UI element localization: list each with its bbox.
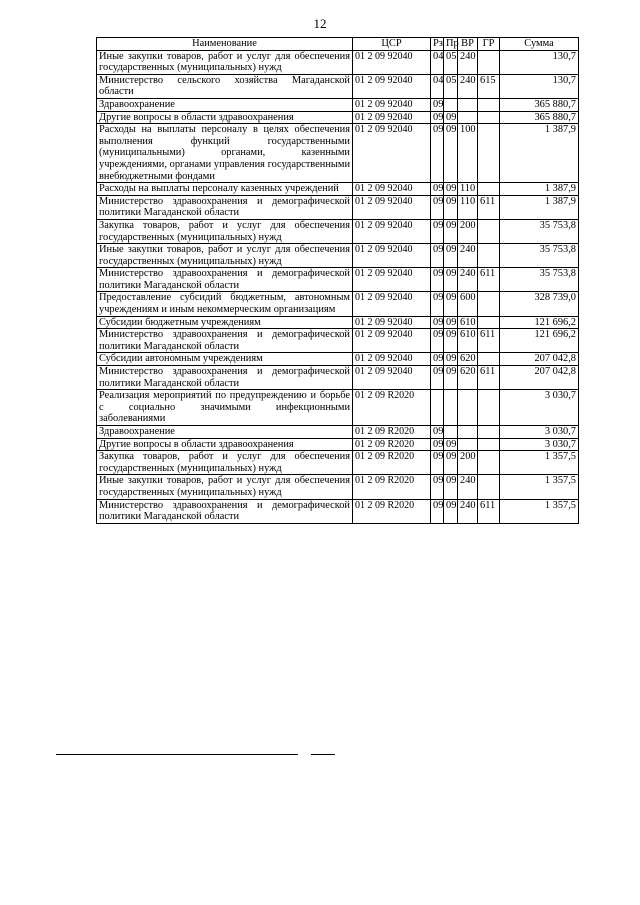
table-row <box>97 244 579 268</box>
cell-rz: 09 <box>431 183 444 196</box>
cell-gr: 611 <box>478 195 500 219</box>
cell-csr: 01 2 09 92040 <box>353 316 431 329</box>
cell-vr: 200 <box>458 219 478 243</box>
cell-name: Другие вопросы в области здравоохранения <box>97 438 353 451</box>
cell-vr: 240 <box>458 268 478 292</box>
footer-rule-short <box>311 754 335 755</box>
cell-gr <box>478 426 500 439</box>
table-row <box>97 124 579 183</box>
cell-vr: 200 <box>458 451 478 475</box>
cell-gr: 611 <box>478 499 500 523</box>
cell-name: Иные закупки товаров, работ и услуг для обеспечения государственных (муниципальных) нужд <box>97 50 353 74</box>
cell-csr: 01 2 09 92040 <box>353 74 431 98</box>
cell-rz: 09 <box>431 244 444 268</box>
cell-csr: 01 2 09 R2020 <box>353 499 431 523</box>
cell-sum: 365 880,7 <box>500 98 579 111</box>
cell-sum: 1 387,9 <box>500 183 579 196</box>
table-row <box>97 292 579 316</box>
cell-vr: 100 <box>458 124 478 183</box>
cell-name: Субсидии автономным учреждениям <box>97 353 353 366</box>
cell-csr: 01 2 09 R2020 <box>353 475 431 499</box>
cell-pr: 09 <box>444 316 458 329</box>
cell-csr: 01 2 09 92040 <box>353 195 431 219</box>
cell-vr: 610 <box>458 329 478 353</box>
cell-pr: 05 <box>444 74 458 98</box>
cell-name: Министерство здравоохранения и демографической политики Магаданской области <box>97 268 353 292</box>
table-row <box>97 316 579 329</box>
table-row <box>97 183 579 196</box>
cell-name: Министерство здравоохранения и демографической политики Магаданской области <box>97 329 353 353</box>
cell-pr: 09 <box>444 499 458 523</box>
cell-sum: 3 030,7 <box>500 438 579 451</box>
cell-vr: 110 <box>458 195 478 219</box>
cell-sum: 130,7 <box>500 50 579 74</box>
table-row <box>97 219 579 243</box>
cell-gr <box>478 390 500 426</box>
cell-rz: 09 <box>431 292 444 316</box>
table-row <box>97 329 579 353</box>
cell-csr: 01 2 09 92040 <box>353 353 431 366</box>
table-row <box>97 366 579 390</box>
cell-rz: 09 <box>431 499 444 523</box>
cell-rz <box>431 390 444 426</box>
cell-csr: 01 2 09 92040 <box>353 98 431 111</box>
cell-sum: 130,7 <box>500 74 579 98</box>
cell-name: Предоставление субсидий бюджетным, автономным учреждениям и иным некоммерческим организациям <box>97 292 353 316</box>
cell-pr: 09 <box>444 268 458 292</box>
cell-sum: 121 696,2 <box>500 329 579 353</box>
cell-name: Расходы на выплаты персоналу в целях обеспечения выполнения функций государственными (муниципальными) органами, казенными учреждениями, органами управления государственными внебюджетными фондами <box>97 124 353 183</box>
cell-gr: 615 <box>478 74 500 98</box>
table-row <box>97 353 579 366</box>
cell-name: Здравоохранение <box>97 98 353 111</box>
cell-pr: 09 <box>444 183 458 196</box>
cell-sum: 328 739,0 <box>500 292 579 316</box>
cell-name: Здравоохранение <box>97 426 353 439</box>
table-row <box>97 111 579 124</box>
cell-gr <box>478 316 500 329</box>
header-sum: Сумма <box>500 38 579 51</box>
table-body <box>97 50 579 523</box>
cell-rz: 04 <box>431 50 444 74</box>
cell-vr: 610 <box>458 316 478 329</box>
cell-gr <box>478 353 500 366</box>
cell-rz: 04 <box>431 74 444 98</box>
table-header <box>97 38 579 51</box>
cell-rz: 09 <box>431 268 444 292</box>
cell-rz: 09 <box>431 329 444 353</box>
cell-csr: 01 2 09 92040 <box>353 124 431 183</box>
cell-name: Министерство сельского хозяйства Магаданской области <box>97 74 353 98</box>
header-vr: ВР <box>458 38 478 51</box>
cell-rz: 09 <box>431 111 444 124</box>
cell-pr: 09 <box>444 219 458 243</box>
cell-csr: 01 2 09 92040 <box>353 183 431 196</box>
cell-vr: 620 <box>458 353 478 366</box>
cell-gr: 611 <box>478 366 500 390</box>
cell-name: Закупка товаров, работ и услуг для обеспечения государственных (муниципальных) нужд <box>97 219 353 243</box>
table-row <box>97 50 579 74</box>
cell-vr: 620 <box>458 366 478 390</box>
cell-rz: 09 <box>431 438 444 451</box>
cell-gr <box>478 451 500 475</box>
cell-csr: 01 2 09 92040 <box>353 292 431 316</box>
cell-pr: 09 <box>444 475 458 499</box>
header-pr: Пр <box>444 38 458 51</box>
cell-sum: 1 357,5 <box>500 499 579 523</box>
budget-table <box>96 37 579 524</box>
cell-name: Расходы на выплаты персоналу казенных учреждений <box>97 183 353 196</box>
cell-vr: 110 <box>458 183 478 196</box>
cell-vr: 600 <box>458 292 478 316</box>
cell-name: Министерство здравоохранения и демографической политики Магаданской области <box>97 195 353 219</box>
cell-name: Министерство здравоохранения и демографической политики Магаданской области <box>97 499 353 523</box>
cell-vr <box>458 98 478 111</box>
cell-rz: 09 <box>431 219 444 243</box>
cell-pr: 05 <box>444 50 458 74</box>
table-row <box>97 499 579 523</box>
cell-name: Реализация мероприятий по предупреждению и борьбе с социально значимыми инфекционными заболеваниями <box>97 390 353 426</box>
header-rz: Рз <box>431 38 444 51</box>
cell-sum: 207 042,8 <box>500 353 579 366</box>
cell-rz: 09 <box>431 195 444 219</box>
cell-csr: 01 2 09 R2020 <box>353 438 431 451</box>
cell-pr: 09 <box>444 438 458 451</box>
table-row <box>97 426 579 439</box>
header-gr: ГР <box>478 38 500 51</box>
cell-vr: 240 <box>458 244 478 268</box>
cell-sum: 1 357,5 <box>500 475 579 499</box>
cell-csr: 01 2 09 92040 <box>353 111 431 124</box>
cell-pr <box>444 390 458 426</box>
cell-vr <box>458 438 478 451</box>
cell-gr <box>478 475 500 499</box>
cell-gr: 611 <box>478 329 500 353</box>
cell-gr <box>478 124 500 183</box>
cell-sum: 3 030,7 <box>500 426 579 439</box>
cell-csr: 01 2 09 92040 <box>353 244 431 268</box>
cell-csr: 01 2 09 R2020 <box>353 390 431 426</box>
table-row <box>97 268 579 292</box>
table-row <box>97 74 579 98</box>
cell-name: Другие вопросы в области здравоохранения <box>97 111 353 124</box>
cell-sum: 1 387,9 <box>500 195 579 219</box>
cell-sum: 365 880,7 <box>500 111 579 124</box>
cell-sum: 35 753,8 <box>500 268 579 292</box>
cell-sum: 207 042,8 <box>500 366 579 390</box>
cell-vr: 240 <box>458 74 478 98</box>
cell-vr <box>458 111 478 124</box>
cell-pr: 09 <box>444 329 458 353</box>
cell-rz: 09 <box>431 426 444 439</box>
cell-vr <box>458 390 478 426</box>
header-csr: ЦСР <box>353 38 431 51</box>
header-row <box>97 38 579 51</box>
cell-sum: 1 357,5 <box>500 451 579 475</box>
page-number: 12 <box>313 16 327 31</box>
cell-rz: 09 <box>431 98 444 111</box>
table-row <box>97 390 579 426</box>
cell-rz: 09 <box>431 353 444 366</box>
cell-pr: 09 <box>444 195 458 219</box>
cell-csr: 01 2 09 92040 <box>353 219 431 243</box>
cell-sum: 35 753,8 <box>500 244 579 268</box>
cell-pr: 09 <box>444 353 458 366</box>
cell-gr <box>478 219 500 243</box>
cell-vr <box>458 426 478 439</box>
cell-pr: 09 <box>444 111 458 124</box>
cell-vr: 240 <box>458 50 478 74</box>
cell-pr: 09 <box>444 292 458 316</box>
cell-rz: 09 <box>431 475 444 499</box>
cell-csr: 01 2 09 92040 <box>353 268 431 292</box>
cell-gr <box>478 183 500 196</box>
cell-name: Субсидии бюджетным учреждениям <box>97 316 353 329</box>
table-row <box>97 475 579 499</box>
cell-csr: 01 2 09 R2020 <box>353 451 431 475</box>
cell-pr: 09 <box>444 366 458 390</box>
cell-csr: 01 2 09 R2020 <box>353 426 431 439</box>
table-row <box>97 195 579 219</box>
cell-gr: 611 <box>478 268 500 292</box>
cell-pr <box>444 98 458 111</box>
cell-gr <box>478 111 500 124</box>
cell-pr <box>444 426 458 439</box>
cell-csr: 01 2 09 92040 <box>353 366 431 390</box>
cell-name: Иные закупки товаров, работ и услуг для обеспечения государственных (муниципальных) нужд <box>97 244 353 268</box>
cell-vr: 240 <box>458 499 478 523</box>
cell-rz: 09 <box>431 124 444 183</box>
cell-gr <box>478 244 500 268</box>
cell-sum: 1 387,9 <box>500 124 579 183</box>
cell-vr: 240 <box>458 475 478 499</box>
table-row <box>97 451 579 475</box>
cell-gr <box>478 438 500 451</box>
header-name: Наименование <box>97 38 353 51</box>
cell-sum: 121 696,2 <box>500 316 579 329</box>
cell-gr <box>478 292 500 316</box>
cell-csr: 01 2 09 92040 <box>353 329 431 353</box>
cell-gr <box>478 98 500 111</box>
cell-pr: 09 <box>444 124 458 183</box>
cell-rz: 09 <box>431 451 444 475</box>
cell-sum: 3 030,7 <box>500 390 579 426</box>
footer-rule-long <box>56 754 298 755</box>
table-row <box>97 438 579 451</box>
cell-name: Министерство здравоохранения и демографической политики Магаданской области <box>97 366 353 390</box>
cell-pr: 09 <box>444 451 458 475</box>
cell-rz: 09 <box>431 316 444 329</box>
cell-gr <box>478 50 500 74</box>
table-row <box>97 98 579 111</box>
cell-rz: 09 <box>431 366 444 390</box>
cell-sum: 35 753,8 <box>500 219 579 243</box>
cell-name: Закупка товаров, работ и услуг для обеспечения государственных (муниципальных) нужд <box>97 451 353 475</box>
cell-name: Иные закупки товаров, работ и услуг для обеспечения государственных (муниципальных) нужд <box>97 475 353 499</box>
cell-pr: 09 <box>444 244 458 268</box>
cell-csr: 01 2 09 92040 <box>353 50 431 74</box>
